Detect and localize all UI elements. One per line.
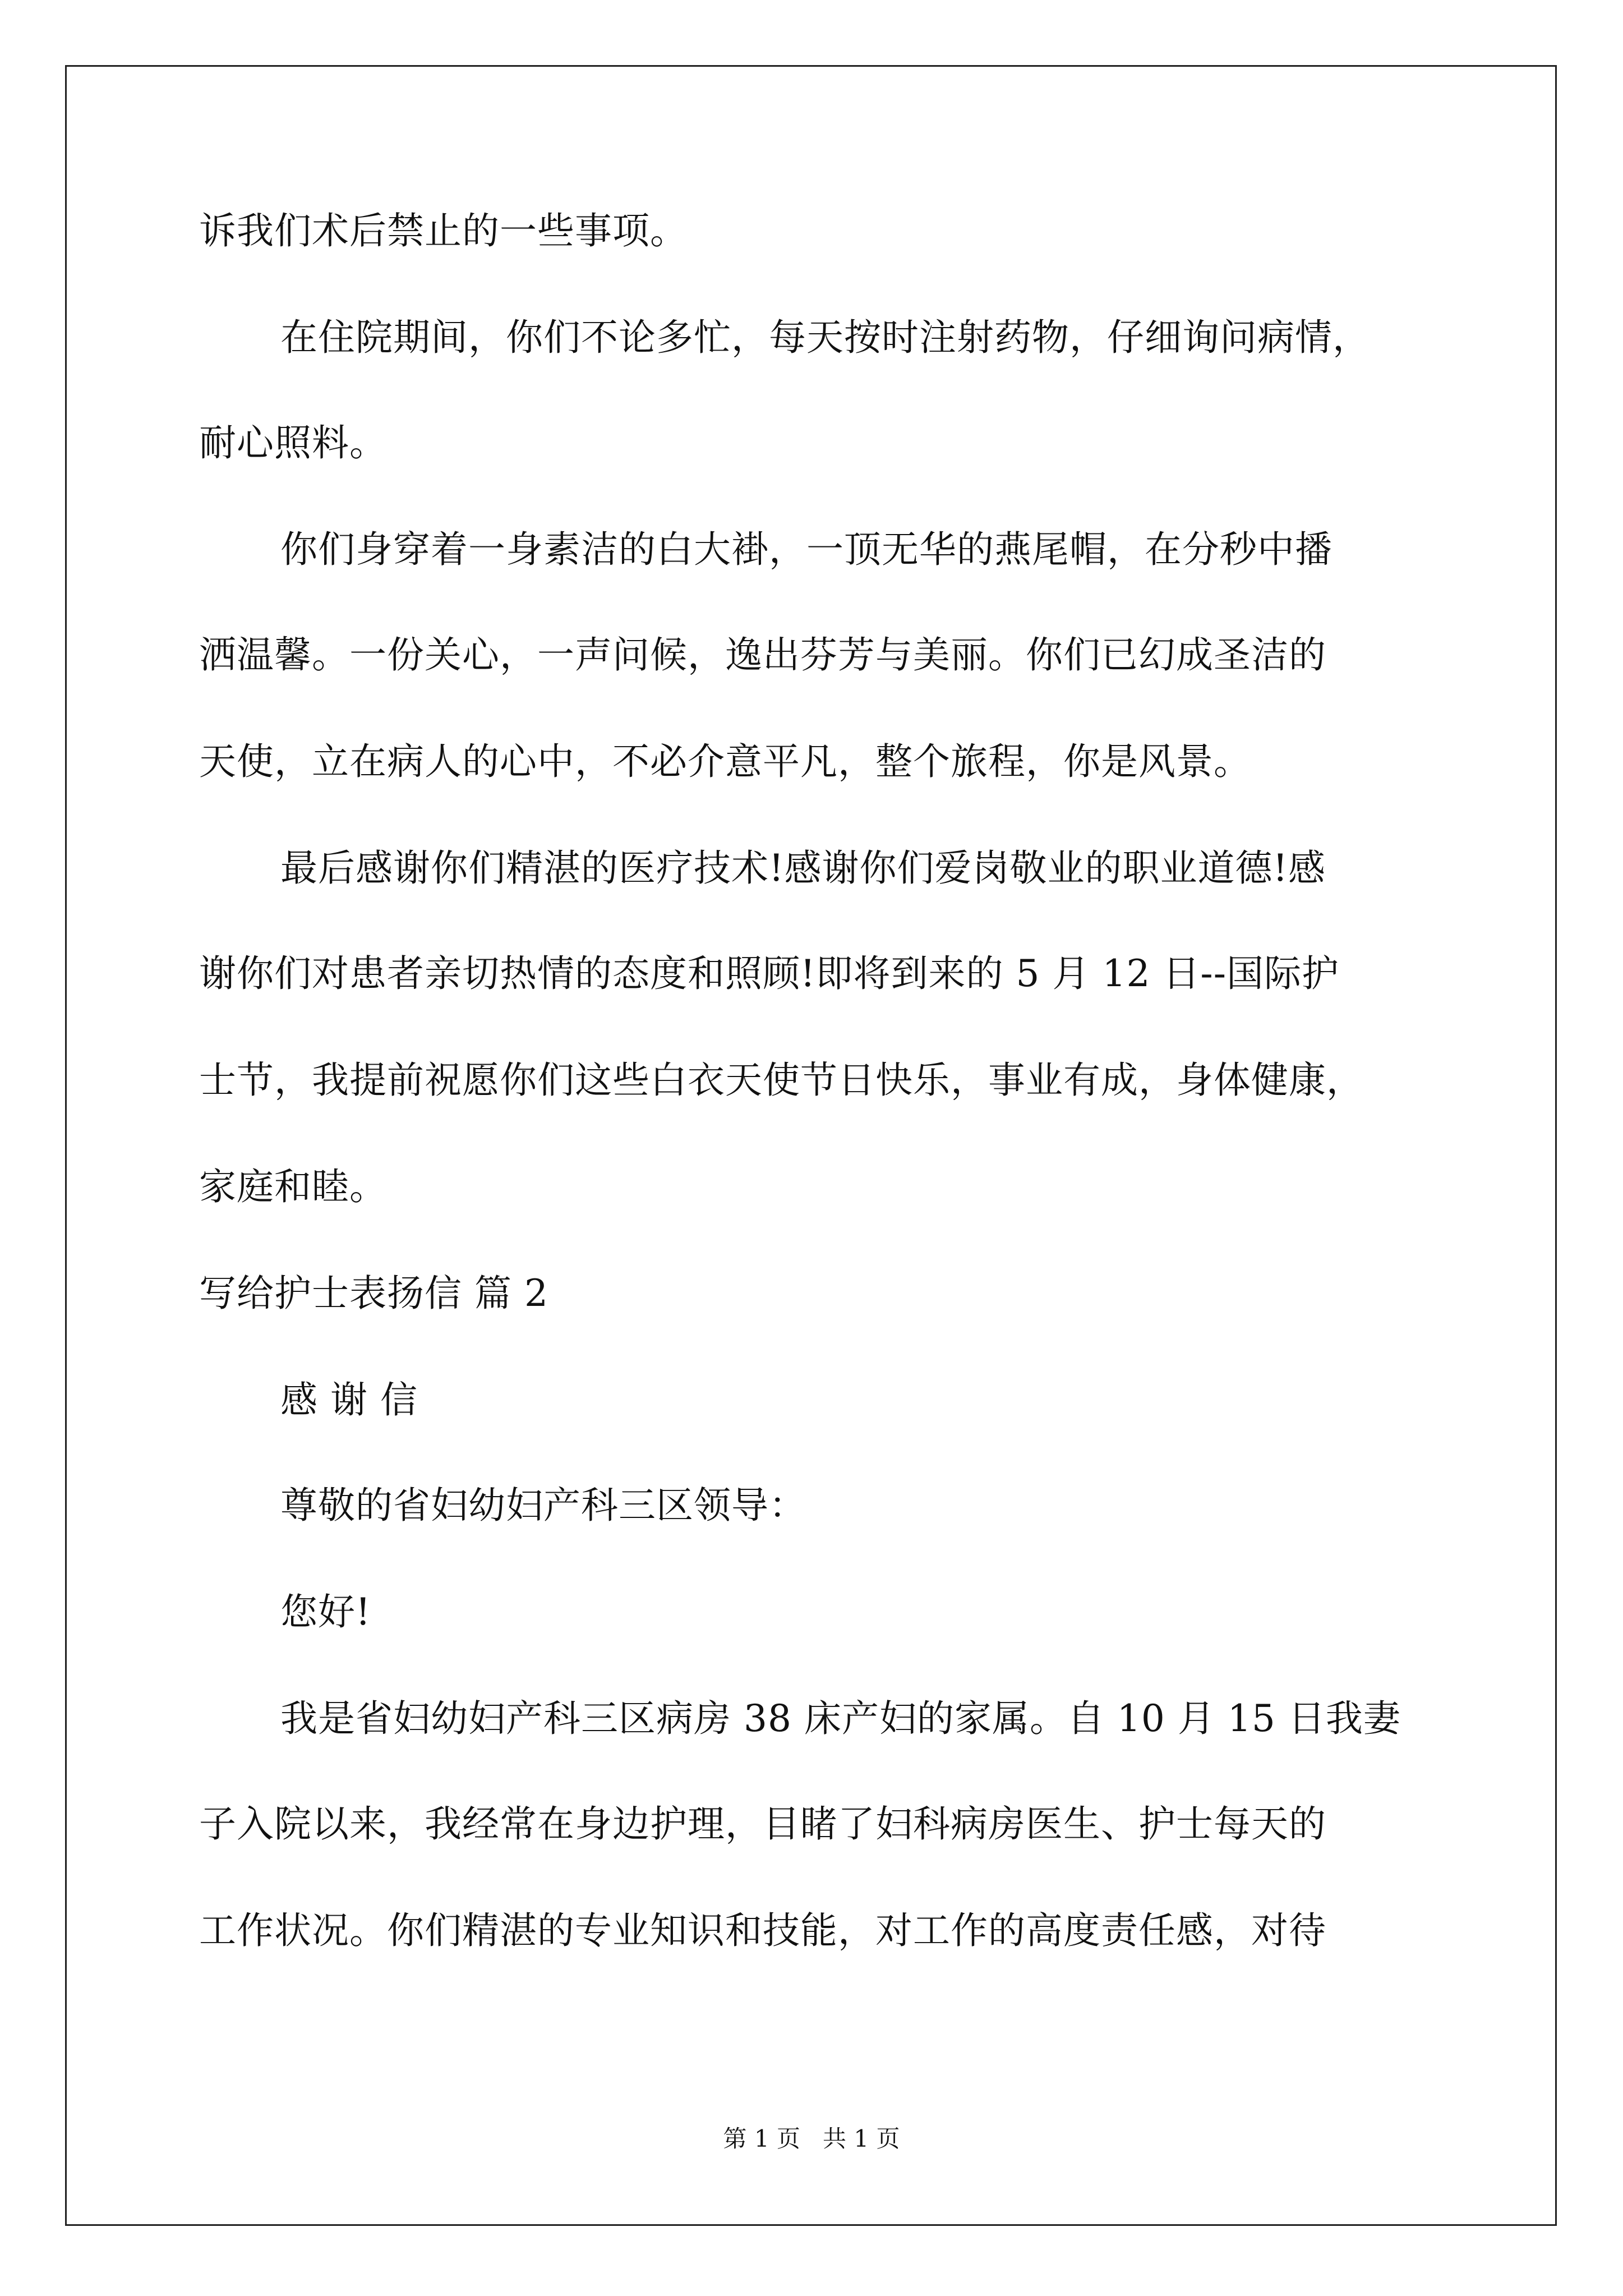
- body-line: 洒温馨。一份关心，一声问候，逸出芬芳与美丽。你们已幻成圣洁的: [199, 633, 1326, 677]
- body-line: 最后感谢你们精湛的医疗技术!感谢你们爱岗敬业的职业道德!感: [280, 846, 1326, 890]
- body-line: 诉我们术后禁止的一些事项。: [199, 209, 688, 252]
- letter-title: 感 谢 信: [280, 1378, 418, 1421]
- body-line: 我是省妇幼妇产科三区病房 38 床产妇的家属。自 10 月 15 日我妻: [280, 1697, 1401, 1740]
- body-line: 士节，我提前祝愿你们这些白衣天使节日快乐，事业有成，身体健康，: [199, 1059, 1364, 1102]
- letter-salutation: 尊敬的省妇幼妇产科三区领导：: [280, 1484, 806, 1527]
- body-line: 你们身穿着一身素洁的白大褂，一顶无华的燕尾帽，在分秒中播: [280, 528, 1332, 571]
- section-heading: 写给护士表扬信 篇 2: [199, 1272, 548, 1315]
- body-line: 家庭和睦。: [199, 1165, 387, 1208]
- body-line: 子入院以来，我经常在身边护理，目睹了妇科病房医生、护士每天的: [199, 1802, 1326, 1846]
- body-line: 谢你们对患者亲切热情的态度和照顾!即将到来的 5 月 12 日--国际护: [199, 952, 1340, 995]
- page-footer: 第 1 页 共 1 页: [723, 2125, 900, 2152]
- letter-greeting: 您好!: [280, 1590, 371, 1634]
- body-line: 在住院期间，你们不论多忙，每天按时注射药物，仔细询问病情，: [280, 316, 1370, 359]
- page-border: [65, 65, 1557, 2226]
- body-line: 耐心照料。: [199, 421, 387, 464]
- body-line: 天使，立在病人的心中，不必介意平凡，整个旅程，你是风景。: [199, 740, 1251, 783]
- body-line: 工作状况。你们精湛的专业知识和技能，对工作的高度责任感，对待: [199, 1909, 1326, 1952]
